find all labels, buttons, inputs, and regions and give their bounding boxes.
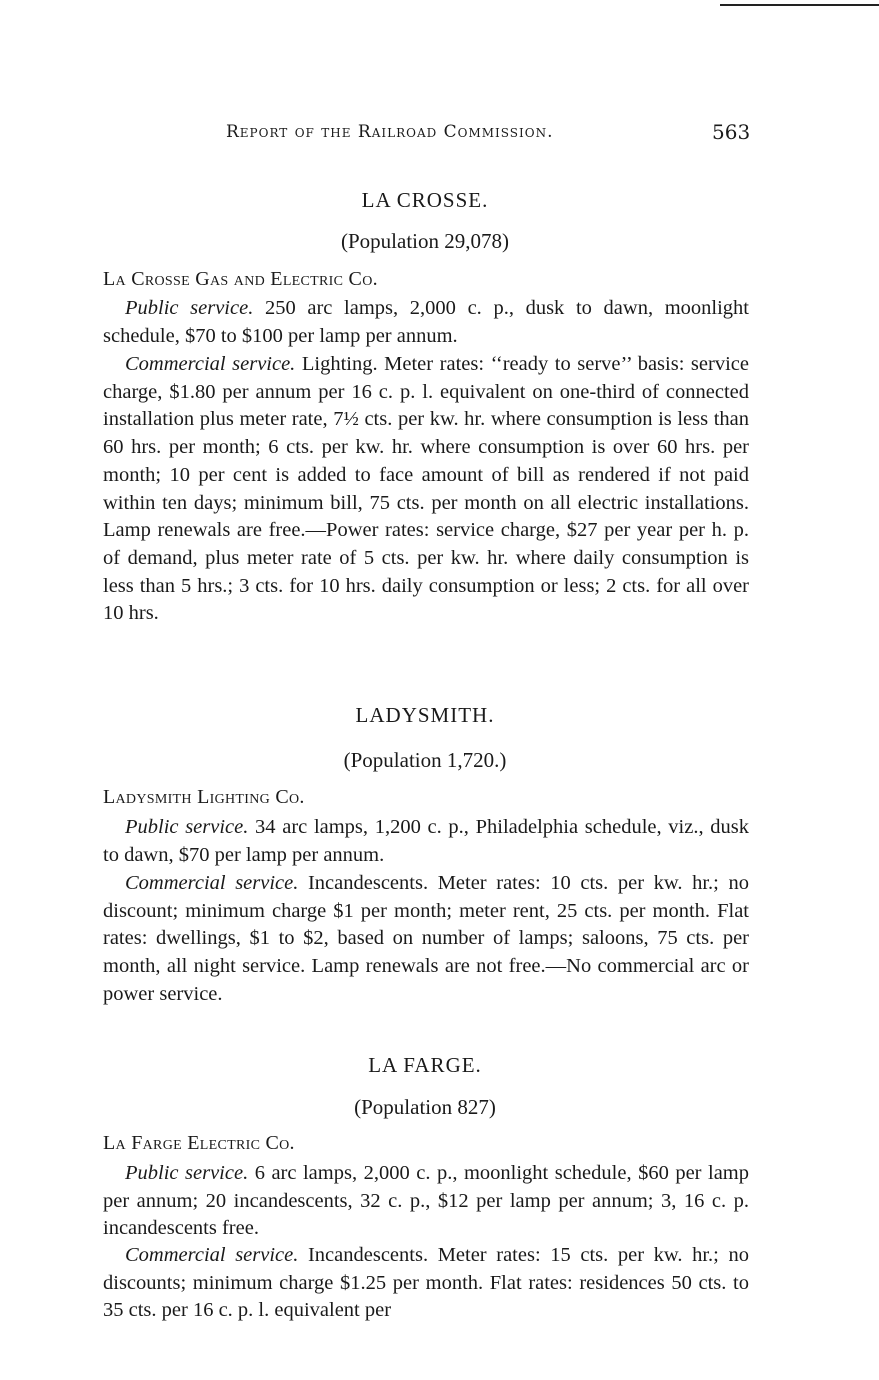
commercial-service-label: Commercial service. — [125, 872, 299, 894]
public-service-la-farge — [103, 1160, 749, 1243]
commercial-service-la-farge — [103, 1242, 749, 1325]
public-service-ladysmith — [103, 814, 749, 869]
commercial-service-ladysmith — [103, 870, 749, 1009]
commercial-service-la-crosse — [103, 351, 749, 628]
commercial-service-text: Incandescents. Meter rates: 10 cts. per kw. hr.; no discount; minimum charge $1 per month; meter rent, 25 cts. per month. Flat rates: dwellings, $1 to $2, based on number of lamps; saloons, 75 cts. per month, all night service. Lamp renewals are not free.—No commercial arc or power service. — [103, 872, 749, 1005]
public-service-label: Public service. — [125, 297, 254, 319]
commercial-service-label: Commercial service. — [125, 353, 296, 375]
commercial-service-label: Commercial service. — [125, 1244, 299, 1266]
public-service-la-crosse — [103, 295, 749, 350]
company-la-crosse: La Crosse Gas and Electric Co. — [103, 268, 378, 290]
population-ladysmith: (Population 1,720.) — [343, 748, 507, 772]
public-service-label: Public service. — [125, 816, 249, 838]
population-la-farge: (Population 827) — [354, 1095, 496, 1119]
town-heading-la-farge: LA FARGE. — [368, 1053, 482, 1077]
public-service-text: 6 arc lamps, 2,000 c. p., moonlight schedule, $60 per lamp per annum; 20 incandescents, 32 c. p., $12 per lamp per annum; 3, 16 c. p. incandescents free. — [103, 1162, 750, 1240]
public-service-text: 250 arc lamps, 2,000 c. p., dusk to dawn, moonlight schedule, $70 to $100 per lamp per annum. — [103, 297, 750, 347]
public-service-text: 34 arc lamps, 1,200 c. p., Philadelphia schedule, viz., dusk to dawn, $70 per lamp per annum. — [103, 816, 749, 866]
page-number: 563 — [712, 120, 751, 144]
company-ladysmith: Ladysmith Lighting Co. — [103, 786, 305, 808]
company-la-farge: La Farge Electric Co. — [103, 1132, 295, 1154]
public-service-label: Public service. — [125, 1162, 249, 1184]
town-heading-la-crosse: LA CROSSE. — [361, 188, 489, 212]
commercial-service-text: Lighting. Meter rates: ‘‘ready to serve’’ basis: service charge, $1.80 per annum per 16 c. p. l. equivalent on one-third of connected installation plus meter rate, 7½ cts. per kw. hr. where consumption is less than 60 hrs. per month; 6 cts. per kw. hr. where consumption is over 60 hrs. per month; 10 per cent is added to face amount of bill as rendered if not paid within ten days; minimum bill, 75 cts. per month on all electric installations. Lamp renewals are free.—Power rates: service charge, $27 per year per h. p. of demand, plus meter rate of 5 cts. per kw. hr. where daily consumption is less than 5 hrs.; 3 cts. for 10 hrs. daily consumption or less; 2 cts. for all over 10 hrs. — [103, 353, 749, 625]
running-head: Report of the Railroad Commission. — [226, 122, 554, 142]
population-la-crosse: (Population 29,078) — [341, 229, 509, 253]
commercial-service-text: Incandescents. Meter rates: 15 cts. per kw. hr.; no discounts; minimum charge $1.25 per month. Flat rates: residences 50 cts. to 35 cts. per 16 c. p. l. equivalent per — [103, 1244, 749, 1322]
scan-edge-rule — [720, 4, 879, 6]
town-heading-ladysmith: LADYSMITH. — [355, 703, 495, 727]
